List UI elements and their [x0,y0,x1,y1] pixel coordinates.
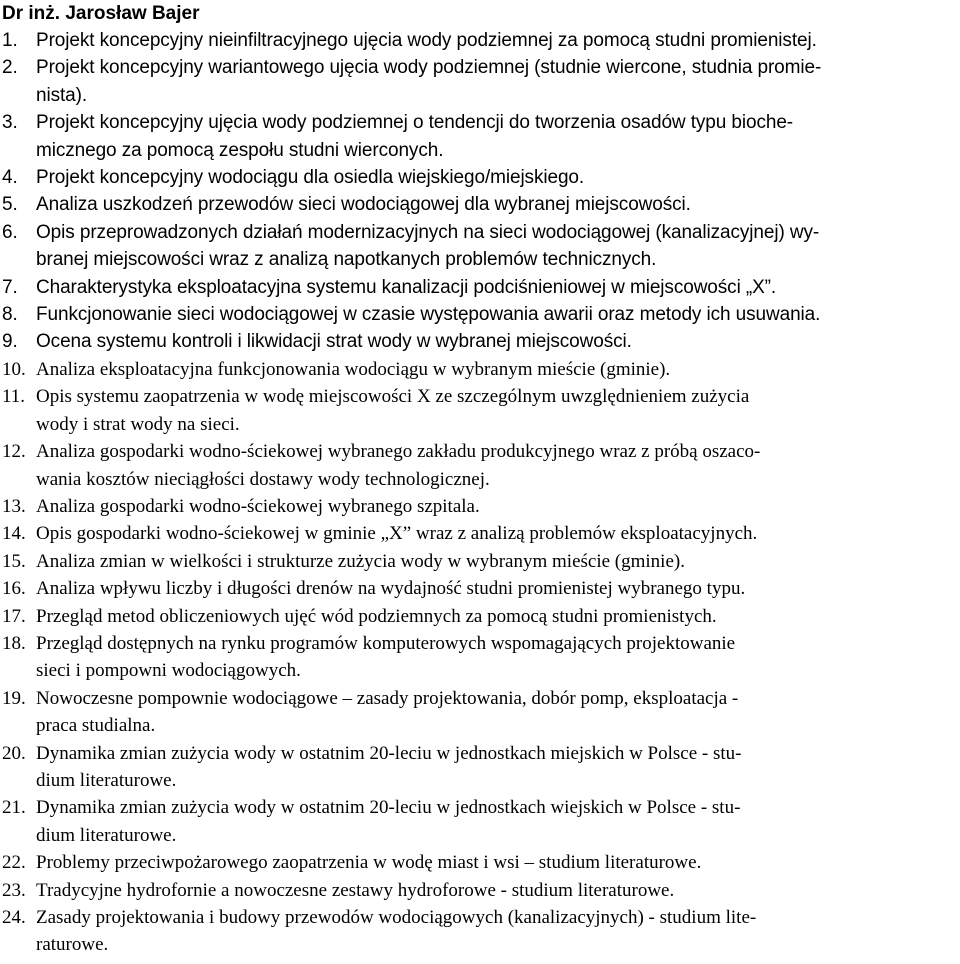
topic-item [0,164,956,191]
topic-number: 15. [2,550,26,572]
topic-number: 21. [2,797,26,819]
topic-text-line: Opis przeprowadzonych działań modernizacyjnych na sieci wodociągowej (kanalizacyjnej) wy- [36,221,820,243]
topic-text-line: Analiza eksploatacyjna funkcjonowania wodociągu w wybranym mieście (gminie). [36,358,671,380]
topic-number: 20. [2,742,26,764]
topic-number: 13. [2,495,26,517]
topic-text-line: wody i strat wody na sieci. [36,413,240,435]
topic-number: 4. [2,167,18,189]
topic-text-line: Nowoczesne pompownie wodociągowe – zasady projektowania, dobór pomp, eksploatacja - [36,687,739,709]
topic-text-line: Projekt koncepcyjny wodociągu dla osiedla wiejskiego/miejskiego. [36,167,585,189]
topic-number: 7. [2,276,18,298]
topic-text-line: Dynamika zmian zużycia wody w ostatnim 20-leciu w jednostkach wiejskich w Polsce - stu- [36,797,741,819]
topic-text-line: Opis gospodarki wodno-ściekowej w gminie „X” wraz z analizą problemów eksploatacyjnych. [36,523,758,545]
topic-item [0,383,956,438]
topic-item [0,356,956,383]
topic-text-line: Analiza uszkodzeń przewodów sieci wodociągowej dla wybranej miejscowości. [36,194,691,216]
topic-text-line: praca studialna. [36,715,156,737]
topic-text-line: Funkcjonowanie sieci wodociągowej w czasie występowania awarii oraz metody ich usuwania. [36,304,821,326]
topic-text-line: Analiza gospodarki wodno-ściekowej wybranego szpitala. [36,495,480,517]
topic-item [0,794,956,849]
topic-text-line: raturowe. [36,934,109,956]
topic-text-line: Tradycyjne hydrofornie a nowoczesne zestawy hydroforowe - studium literaturowe. [36,879,675,901]
topic-text-line: dium literaturowe. [36,769,177,791]
topic-item [0,740,956,795]
topic-text-line: Ocena systemu kontroli i likwidacji strat wody w wybranej miejscowości. [36,331,632,353]
topic-number: 8. [2,304,18,326]
author-heading: Dr inż. Jarosław Bajer [2,3,200,24]
topic-number: 2. [2,57,18,79]
topic-number: 23. [2,879,26,901]
topic-number: 3. [2,112,18,134]
topic-item [0,904,956,959]
topic-item [0,54,956,109]
topic-text-line: Projekt koncepcyjny ujęcia wody podziemnej o tendencji do tworzenia osadów typu bioche- [36,112,794,134]
topic-text-line: Charakterystyka eksploatacyjna systemu kanalizacji podciśnieniowej w miejscowości „X”. [36,276,777,298]
topic-text-line: dium literaturowe. [36,824,177,846]
topic-text-line: wania kosztów nieciągłości dostawy wody technologicznej. [36,468,490,490]
topic-item [0,877,956,904]
topic-text-line: Opis systemu zaopatrzenia w wodę miejscowości X ze szczególnym uwzględnieniem zużycia [36,386,750,408]
topic-text-line: Zasady projektowania i budowy przewodów wodociągowych (kanalizacyjnych) - studium lite- [36,907,757,928]
topic-text-line: Analiza zmian w wielkości i strukturze zużycia wody w wybranym mieście (gminie). [36,550,685,572]
topic-item [0,548,956,575]
topic-number: 16. [2,578,26,600]
topic-number: 24. [2,907,26,928]
topic-number: 22. [2,852,26,874]
topic-item [0,438,956,493]
topic-text-line: Dynamika zmian zużycia wody w ostatnim 20-leciu w jednostkach miejskich w Polsce - stu- [36,742,742,764]
topic-item [0,301,956,328]
topic-item [0,520,956,547]
topic-item [0,274,956,301]
topic-text-line: Przegląd metod obliczeniowych ujęć wód podziemnych za pomocą studni promienistych. [36,605,717,627]
topic-text-line: Analiza wpływu liczby i długości drenów na wydajność studni promienistej wybranego typu. [36,578,746,600]
topic-text-line: Problemy przeciwpożarowego zaopatrzenia w wodę miast i wsi – studium literaturowe. [36,852,702,874]
topic-number: 17. [2,605,26,627]
topic-number: 6. [2,221,18,243]
topic-number: 14. [2,523,26,545]
topic-item [0,685,956,740]
topic-item [0,575,956,602]
topic-item [0,109,956,164]
topic-number: 12. [2,441,26,463]
topic-number: 18. [2,632,26,654]
topic-item [0,219,956,274]
topic-text-line: Projekt koncepcyjny wariantowego ujęcia wody podziemnej (studnie wiercone, studnia promie- [36,57,822,79]
topic-number: 1. [2,30,18,51]
topic-text-line: Analiza gospodarki wodno-ściekowej wybranego zakładu produkcyjnego wraz z próbą oszaco- [36,441,761,463]
topic-text-line: micznego za pomocą zespołu studni wierconych. [36,139,444,161]
topic-item [0,27,956,54]
topic-text-line: branej miejscowości wraz z analizą napotkanych problemów technicznych. [36,249,657,271]
topic-text-line: sieci i pompowni wodociągowych. [36,660,301,682]
topic-item [0,493,956,520]
topic-item [0,328,956,355]
topic-item [0,849,956,876]
topic-text-line: Przegląd dostępnych na rynku programów komputerowych wspomagających projektowanie [36,632,736,654]
thesis-topic-list [0,27,956,959]
topic-item [0,191,956,218]
topic-number: 10. [2,358,26,380]
topic-number: 19. [2,687,26,709]
topic-text-line: Projekt koncepcyjny nieinfiltracyjnego ujęcia wody podziemnej za pomocą studni promienistej. [36,30,817,51]
topic-item [0,630,956,685]
topic-text-line: nista). [36,84,88,106]
topic-item [0,603,956,630]
topic-number: 9. [2,331,18,353]
topic-number: 11. [2,386,26,408]
topic-number: 5. [2,194,18,216]
